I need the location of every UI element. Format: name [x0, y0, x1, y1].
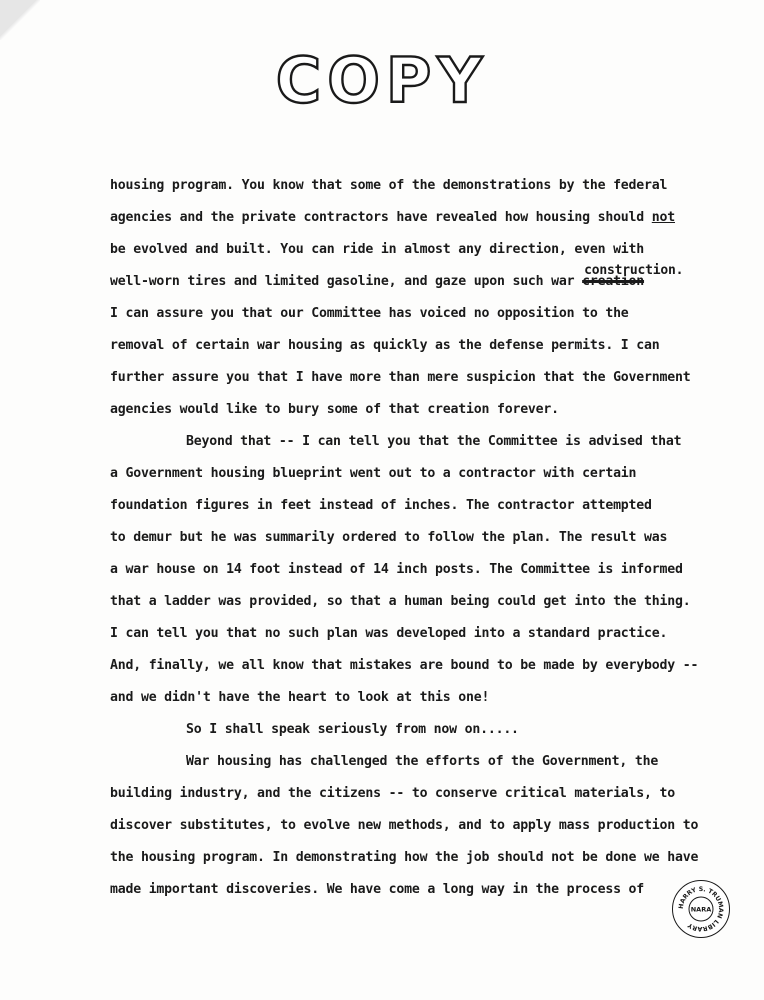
text-line	[110, 263, 730, 298]
text-line: be evolved and built. You can ride in almost any direction, even with	[110, 242, 645, 257]
text-line: discover substitutes, to evolve new methods, and to apply mass production to	[110, 818, 699, 833]
copy-stamp: COPY	[275, 44, 489, 117]
text-line: agencies would like to bury some of that creation forever.	[110, 402, 559, 417]
text-line: the housing program. In demonstrating how the job should not be done we have	[110, 850, 699, 865]
text-line: foundation figures in feet instead of inches. The contractor attempted	[110, 498, 652, 513]
text-line: removal of certain war housing as quickly as the defense permits. I can	[110, 338, 660, 353]
text-line-part: agencies and the private contractors have revealed how housing should	[110, 210, 652, 225]
underlined-word: not	[651, 210, 675, 225]
correction	[582, 263, 684, 298]
text-line-part: well-worn tires and limited gasoline, and gaze upon such war	[110, 274, 583, 289]
struck-word: creation	[582, 274, 645, 289]
archive-seal-graphic	[673, 881, 729, 937]
text-line: building industry, and the citizens -- to conserve critical materials, to	[110, 786, 675, 801]
text-line: further assure you that I have more than mere suspicion that the Government	[110, 370, 691, 385]
seal-center-text: NARA	[690, 905, 712, 914]
text-line: a war house on 14 foot instead of 14 inch posts. The Committee is informed	[110, 562, 683, 577]
seal-ring-text: HARRY S. TRUMAN LIBRARY	[677, 885, 725, 933]
page-corner	[0, 0, 40, 40]
document-body	[110, 170, 730, 906]
text-line: to demur but he was summarily ordered to follow the plan. The result was	[110, 530, 668, 545]
text-line: and we didn't have the heart to look at this one!	[110, 690, 490, 705]
text-line	[110, 202, 730, 234]
text-line: a Government housing blueprint went out to a contractor with certain	[110, 466, 637, 481]
text-line: I can assure you that our Committee has voiced no opposition to the	[110, 306, 629, 321]
text-line: War housing has challenged the efforts of the Government, the	[186, 754, 659, 769]
text-line: I can tell you that no such plan was developed into a standard practice.	[110, 626, 668, 641]
text-line: made important discoveries. We have come a long way in the process of	[110, 882, 645, 897]
text-line: And, finally, we all know that mistakes are bound to be made by everybody --	[110, 658, 699, 673]
text-line: Beyond that -- I can tell you that the Committee is advised that	[186, 434, 682, 449]
text-line: that a ladder was provided, so that a human being could get into the thing.	[110, 594, 691, 609]
text-line: So I shall speak seriously from now on.....	[186, 722, 519, 737]
archive-seal	[672, 880, 730, 938]
inserted-word: construction.	[584, 263, 684, 278]
text-line: housing program. You know that some of the demonstrations by the federal	[110, 178, 668, 193]
